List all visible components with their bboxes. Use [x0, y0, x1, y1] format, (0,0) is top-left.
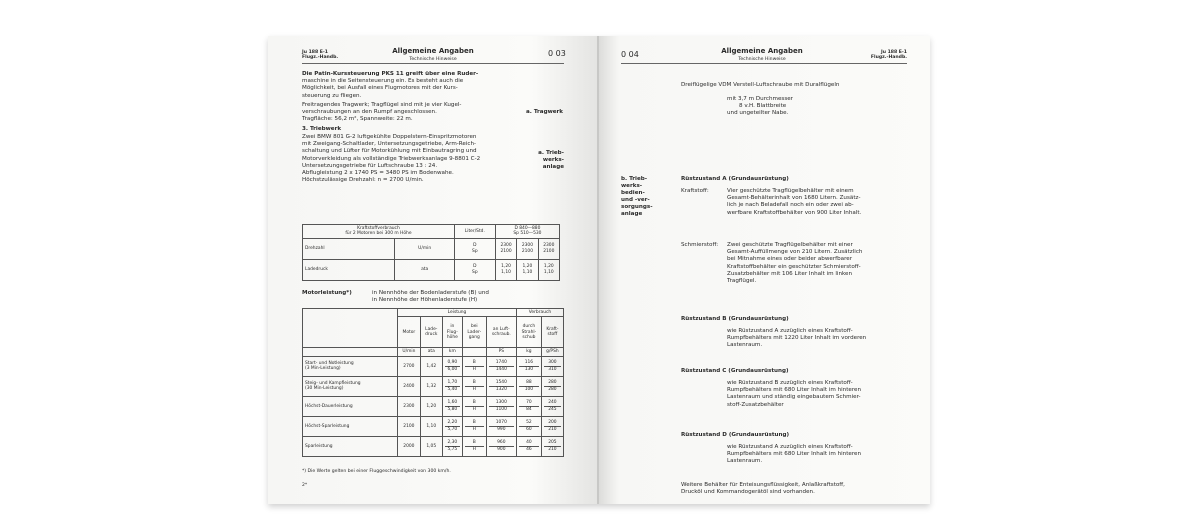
performance-table: Leistung Verbrauch Motor Lade- druck in Flug- höhe bei Lader- gang an Luft- schraub. durch Strahl- schub Kraft- stoff U/min ata km PS kg g/PSh Start- und Notleistung (3 Min-Leistung) 2700 1,42 0,90 6,00 B H 1740 1440 116 130 300 310 Steig- und Kampfleistung (30 Min-Leistung) 2400 1,32 1,70 5,40 B H 1540 1320 88 100 280 280 Höchst-Dauerleistung 2300 1,20 1,60 5,80 B H 1300 1100 70 84 240 245 Höchst-Sparleistung 2100 1,10 2,20 5,70 B H 1070 990 52 60 200 210 Sparleistung 2000 1,05 2,30 5,75 B H 960 900 40 46 205 210 [302, 308, 564, 457]
kraftstoff-text: Vier geschützte Tragflügelbehälter mit einem Gesamt-Behälterinhalt von 1680 Litern. Zusätz- lich je nach Beladefall noch ein oder zwei ab- werfbare Kraftstoffbehälter von 900 Liter Inhalt. [727, 188, 862, 216]
header-rule [302, 63, 564, 64]
page-subtitle: Technische Hinweise [409, 57, 457, 62]
table-row: Steig- und Kampfleistung (30 Min-Leistung) 2400 1,32 1,70 5,40 B H 1540 1320 88 100 280 280 [303, 376, 564, 396]
label-tragwerk: a. Tragwerk [526, 109, 564, 115]
weitere-behaelter: Weitere Behälter für Enteisungsflüssigkeit, Anlaßkraftstoff, Drucköl und Kommandogerätöl sind vorhanden. [681, 482, 845, 496]
paragraph-triebwerk: Zwei BMW 801 G-2 luftgekühlte Doppelstern-Einspritzmotoren mit Zweigang-Schaltlader, Untersetzungsgetriebe, Arm-Reich- schaltung und Lüfter für Motorkühlung mit Einbautragring und Motorverkleidung als vollständige Triebwerksanlage 9-8801 C-2 Untersetzungsgetriebe für Luftschraube 13 : 24. Abflugleistung 2 x 1740 PS = 3480 PS im Bodenwahe. Höchstzulässige Drehzahl: n = 2700 U/min. [302, 134, 481, 184]
page-title: Allgemeine Angaben [721, 47, 803, 55]
header-doc-id: Ju 188 E-1 Flugz.-Handb. [302, 50, 339, 61]
propeller-details: mit 3,7 m Durchmesser 8 v.H. Blattbreite und ungeteilter Nabe. [727, 96, 793, 117]
motor-text: in Nennhöhe der Bodenladerstufe (B) und in Nennhöhe der Höhenladerstufe (H) [372, 290, 489, 304]
paragraph-pks: Die Patin-Kurssteuerung PKS 11 greift über eine Ruder- maschine in die Seitensteuerung ein. Es besteht auch die Möglichkeit, bei Ausfall eines Flugmotores mit der Kurs- steuerung zu fliegen. [302, 71, 479, 99]
ruestzustand-a-title: Rüstzustand A (Grundausrüstung) [681, 176, 789, 182]
ruestzustand-d-text: wie Rüstzustand A zuzüglich eines Kraftstoff- Rumpfbehälters mit 680 Liter Inhalt im hinteren Lastenraum. [727, 444, 862, 465]
ruestzustand-c-text: wie Rüstzustand B zuzüglich eines Kraftstoff- Rumpfbehälters mit 680 Liter Inhalt im hinteren Lastenraum und ständig eingebautem Schmier- stoff-Zusatzbehälter [727, 380, 862, 408]
propeller-line: Dreiflügelige VDM Verstell-Luftschraube mit Duralflügeln [681, 82, 840, 88]
ruestzustand-d-title: Rüstzustand D (Grundausrüstung) [681, 432, 790, 438]
table-row: Höchst-Sparleistung 2100 1,10 2,20 5,70 B H 1070 990 52 60 200 210 [303, 416, 564, 436]
ruestzustand-b-text: wie Rüstzustand A zuzüglich eines Kraftstoff- Rumpfbehälters mit 1220 Liter Inhalt im vorderen Lastenraum. [727, 328, 867, 349]
table-row: Sparleistung 2000 1,05 2,30 5,75 B H 960 900 40 46 205 210 [303, 436, 564, 456]
page-title: Allgemeine Angaben [392, 47, 474, 55]
schmierstoff-text: Zwei geschützte Tragflügelbehälter mit einer Gesamt-Auffüllmenge von 210 Litern. Zusätzlich bei Mitnahme eines oder beider abwerfbarer Kraftstoffbehälter ein geschützter Schmierstoff- Zusatzbehälter mit 106 Liter Inhalt im linken Tragflügel. [727, 242, 863, 285]
open-manual [268, 36, 930, 504]
kraftstoff-label: Kraftstoff: [681, 188, 709, 194]
fuel-consumption-table: Kraftstoffverbrauch für 2 Motoren bei 300 m Höhe Liter/Std. D 840—880 Sp 510—530 Drehzahl U/min D Sp 2300 2100 2300 2100 2300 2100 Ladedruck ata D Sp 1,20 1,10 1,20 1,10 1,20 1,10 [302, 224, 560, 281]
left-page [268, 36, 598, 504]
label-triebwerksbedienung: b. Trieb- werks- bedien- und -ver- sorgungs- anlage [621, 176, 653, 217]
page-number: 0 03 [548, 49, 566, 58]
motor-label: Motorleistung*) [302, 290, 352, 296]
table-row: Start- und Notleistung (3 Min-Leistung) 2700 1,42 0,90 6,00 B H 1740 1440 116 130 300 310 [303, 356, 564, 376]
page-subtitle: Technische Hinweise [738, 57, 786, 62]
schmierstoff-label: Schmierstoff: [681, 242, 719, 248]
ruestzustand-c-title: Rüstzustand C (Grundausrüstung) [681, 368, 789, 374]
ruestzustand-b-title: Rüstzustand B (Grundausrüstung) [681, 316, 789, 322]
header-rule [621, 63, 907, 64]
table-row: Ladedruck ata D Sp 1,20 1,10 1,20 1,10 1,20 1,10 [303, 259, 560, 280]
footnote-mark: 2* [302, 483, 308, 488]
table-row: Drehzahl U/min D Sp 2300 2100 2300 2100 2300 2100 [303, 238, 560, 259]
footnote: *) Die Werte gelten bei einer Fluggeschwindigkeit von 300 km/h. [302, 469, 451, 474]
right-page [599, 36, 930, 504]
label-triebwerksanlage: a. Trieb- werks- anlage [538, 150, 564, 170]
header-doc-id: Ju 188 E-1 Flugz.-Handb. [870, 50, 907, 61]
paragraph-tragwerk: Freitragendes Tragwerk; Tragflügel sind mit je vier Kugel- verschraubungen an den Rumpf angeschlossen. Tragfläche: 56,2 m², Spannweite: 22 m. [302, 102, 462, 123]
table-row: Höchst-Dauerleistung 2300 1,20 1,60 5,80 B H 1300 1100 70 84 240 245 [303, 396, 564, 416]
section-triebwerk: 3. Triebwerk [302, 126, 342, 132]
page-number: 0 04 [621, 50, 639, 59]
